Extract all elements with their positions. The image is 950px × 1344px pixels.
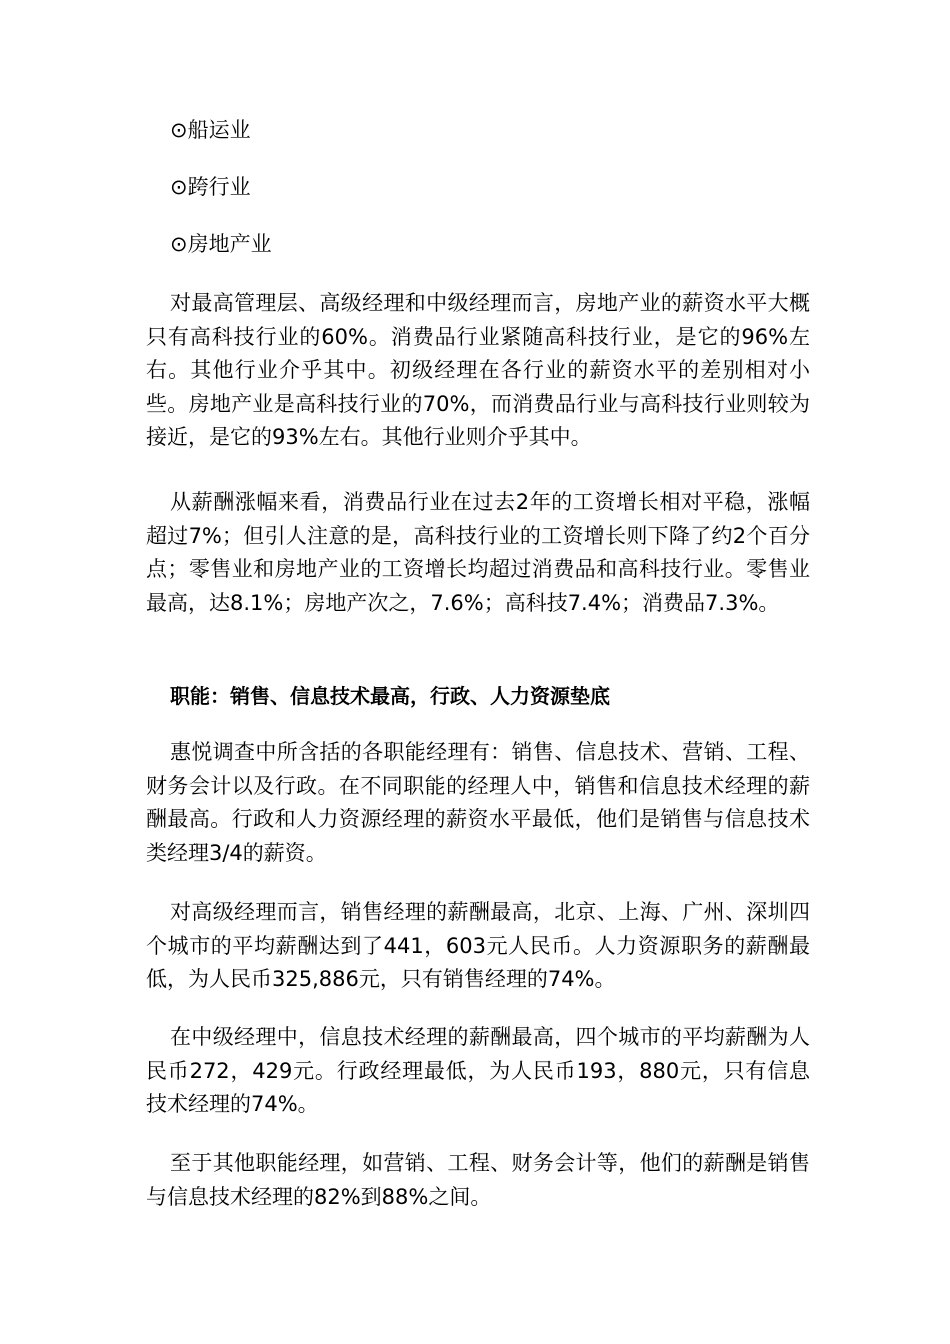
paragraph-salary-growth: 从薪酬涨幅来看，消费品行业在过去2年的工资增长相对平稳，涨幅超过7%；但引人注意的是，高科技行业的工资增长则下降了约2个百分点；零售业和房地产业的工资增长均超过消费品和高科技行业。零售业最高，达8.1%；房地产次之，7.6%；高科技7.4%；消费品7.3%。 [146, 490, 810, 615]
paragraph-senior-managers: 对高级经理而言，销售经理的薪酬最高，北京、上海、广州、深圳四个城市的平均薪酬达到了441，603元人民币。人力资源职务的薪酬最低，为人民币325,886元，只有销售经理的74%。 [146, 900, 810, 991]
bullet-real-estate: ⊙房地产业 [170, 232, 272, 256]
bullet-cross-industry: ⊙跨行业 [170, 175, 251, 199]
paragraph-other-functions: 至于其他职能经理，如营销、工程、财务会计等，他们的薪酬是销售与信息技术经理的82%到88%之间。 [146, 1151, 810, 1209]
paragraph-middle-managers: 在中级经理中，信息技术经理的薪酬最高，四个城市的平均薪酬为人民币272，429元。行政经理最低，为人民币193，880元，只有信息技术经理的74%。 [146, 1025, 810, 1116]
paragraph-industry-salary-levels: 对最高管理层、高级经理和中级经理而言，房地产业的薪资水平大概只有高科技行业的60%。消费品行业紧随高科技行业，是它的96%左右。其他行业介乎其中。初级经理在各行业的薪资水平的差别相对小些。房地产业是高科技行业的70%，而消费品行业与高科技行业则较为接近，是它的93%左右。其他行业则介乎其中。 [146, 291, 810, 449]
section-heading-functions: 职能：销售、信息技术最高，行政、人力资源垫底 [170, 684, 610, 708]
paragraph-function-overview: 惠悦调查中所含括的各职能经理有：销售、信息技术、营销、工程、财务会计以及行政。在不同职能的经理人中，销售和信息技术经理的薪酬最高。行政和人力资源经理的薪资水平最低，他们是销售与信息技术类经理3/4的薪资。 [146, 740, 810, 865]
bullet-shipping: ⊙船运业 [170, 118, 251, 142]
